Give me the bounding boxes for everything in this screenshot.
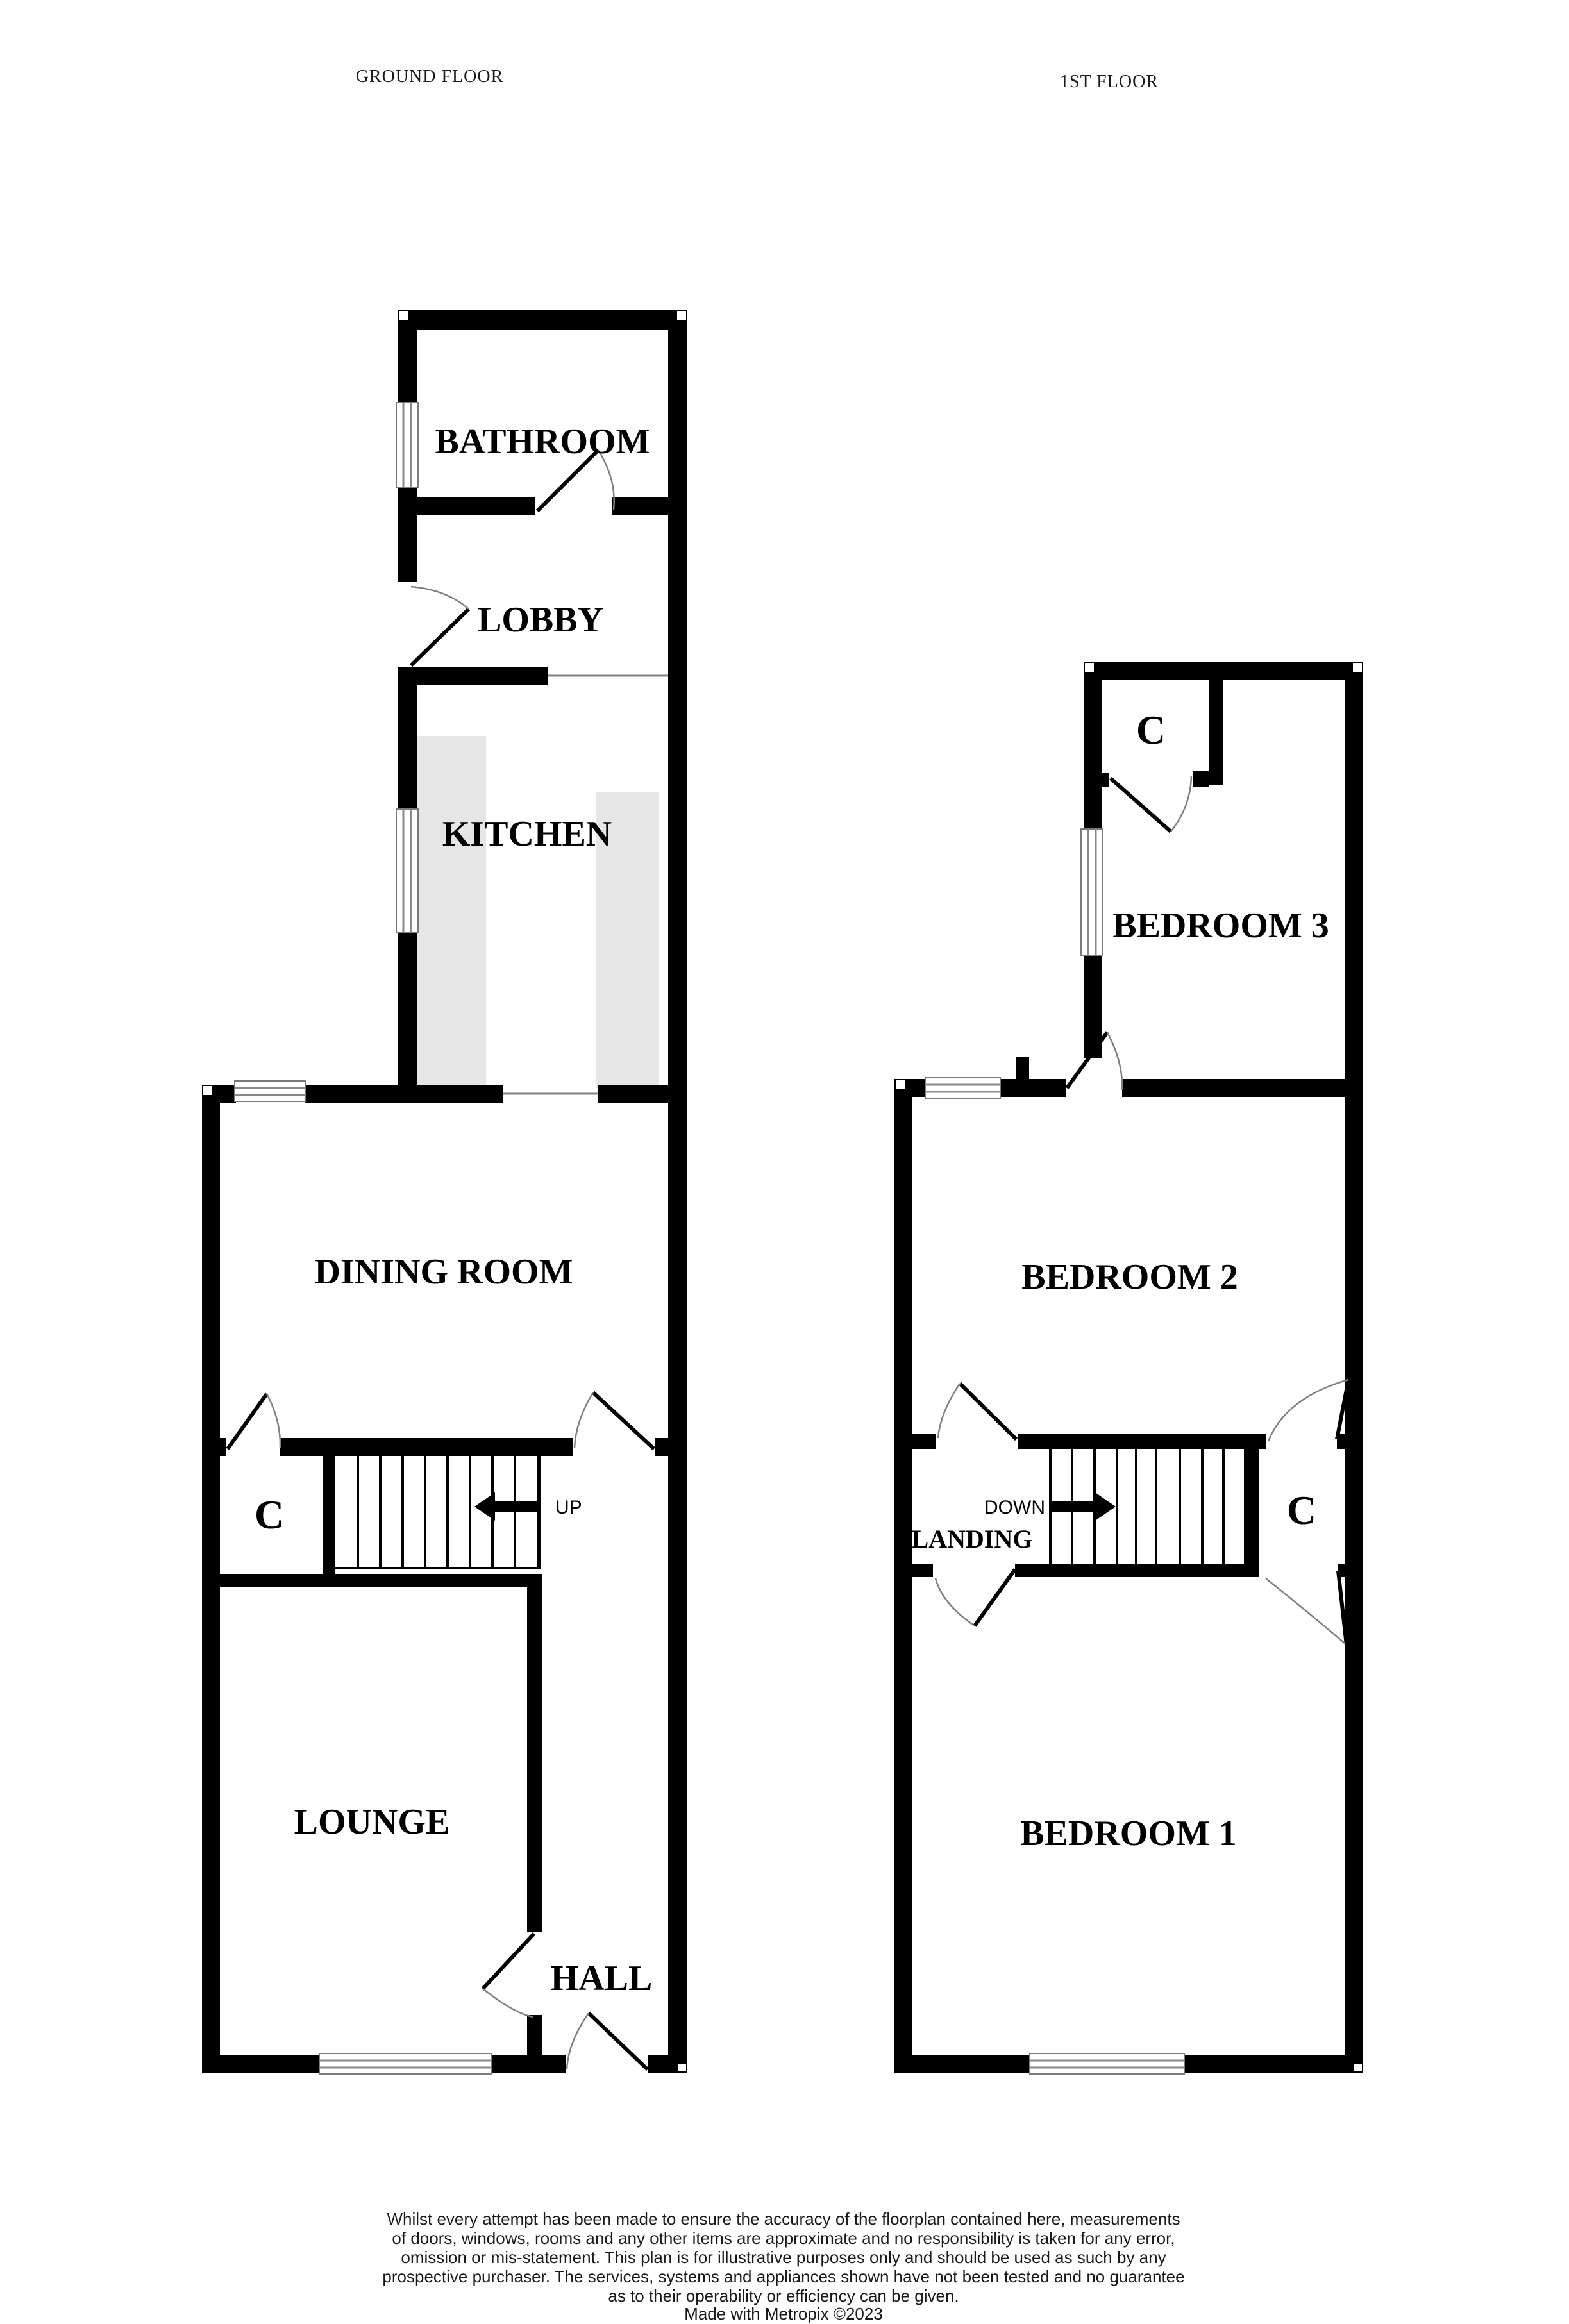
first-floor-cupboard-top-label: C — [1136, 707, 1166, 753]
disclaimer-line-3: omission or mis-statement. This plan is for illustrative purposes only and should be used as such by any — [401, 2248, 1166, 2267]
dining-left-door — [228, 1394, 280, 1449]
landing-label: LANDING — [911, 1525, 1033, 1553]
hall-label: HALL — [550, 1959, 653, 1998]
bedroom3-window — [1081, 829, 1103, 955]
bedroom3-label: BEDROOM 3 — [1112, 906, 1329, 946]
first-floor-cupboard-stairs-label: C — [1286, 1487, 1317, 1533]
first-floor-interior-walls — [894, 680, 1345, 1577]
lounge-door — [483, 1934, 534, 2017]
first-floor-plan — [894, 662, 1363, 2074]
entrance-door — [411, 587, 469, 665]
disclaimer — [382, 2209, 1184, 2323]
kitchen-label: KITCHEN — [442, 814, 612, 854]
dining-room-label: DINING ROOM — [314, 1252, 573, 1292]
bathroom-label: BATHROOM — [435, 422, 650, 462]
down-label: DOWN — [984, 1497, 1045, 1518]
kitchen-window — [396, 809, 418, 933]
front-door — [567, 2013, 648, 2069]
kitchen-counters — [417, 736, 659, 1088]
dining-room-window — [235, 1081, 306, 1101]
bedroom1-label: BEDROOM 1 — [1020, 1814, 1237, 1853]
first-floor-title: 1ST FLOOR — [1060, 72, 1159, 92]
bedroom2-label: BEDROOM 2 — [1021, 1257, 1238, 1297]
lounge-label: LOUNGE — [294, 1802, 450, 1842]
disclaimer-line-6: Made with Metropix ©2023 — [684, 2304, 883, 2323]
ground-floor-stairs — [335, 1450, 582, 1569]
dining-right-door — [575, 1392, 654, 1449]
ground-floor-plan — [202, 310, 687, 2074]
ground-floor-title: GROUND FLOOR — [355, 67, 504, 87]
disclaimer-line-5: as to their operability or efficiency can be given. — [608, 2286, 959, 2305]
lounge-window — [319, 2053, 492, 2074]
disclaimer-line-4: prospective purchaser. The services, systems and appliances shown have not been tested and no guarantee — [382, 2267, 1185, 2286]
down-arrow-icon — [1050, 1492, 1116, 1521]
bathroom-window — [396, 403, 418, 487]
disclaimer-line-1: Whilst every attempt has been made to ensure the accuracy of the floorplan contained here, measurements — [387, 2209, 1180, 2228]
bedroom1-window — [1030, 2053, 1184, 2074]
lobby-label: LOBBY — [477, 600, 604, 640]
ground-cupboard-label: C — [254, 1492, 285, 1537]
first-floor-cupboard-door — [1111, 776, 1191, 832]
disclaimer-line-2: of doors, windows, rooms and any other items are approximate and no responsibility is taken for any error, — [392, 2228, 1175, 2248]
up-arrow-icon — [474, 1492, 541, 1521]
bedroom2-left-door — [938, 1384, 1016, 1439]
bedroom1-right-door — [1266, 1571, 1347, 1645]
first-floor-outer-walls — [894, 662, 1363, 2073]
bedroom1-left-door — [936, 1569, 1015, 1626]
bedroom2-right-door — [1268, 1380, 1348, 1441]
bedroom2-window — [925, 1078, 1000, 1098]
up-label: UP — [555, 1497, 582, 1518]
